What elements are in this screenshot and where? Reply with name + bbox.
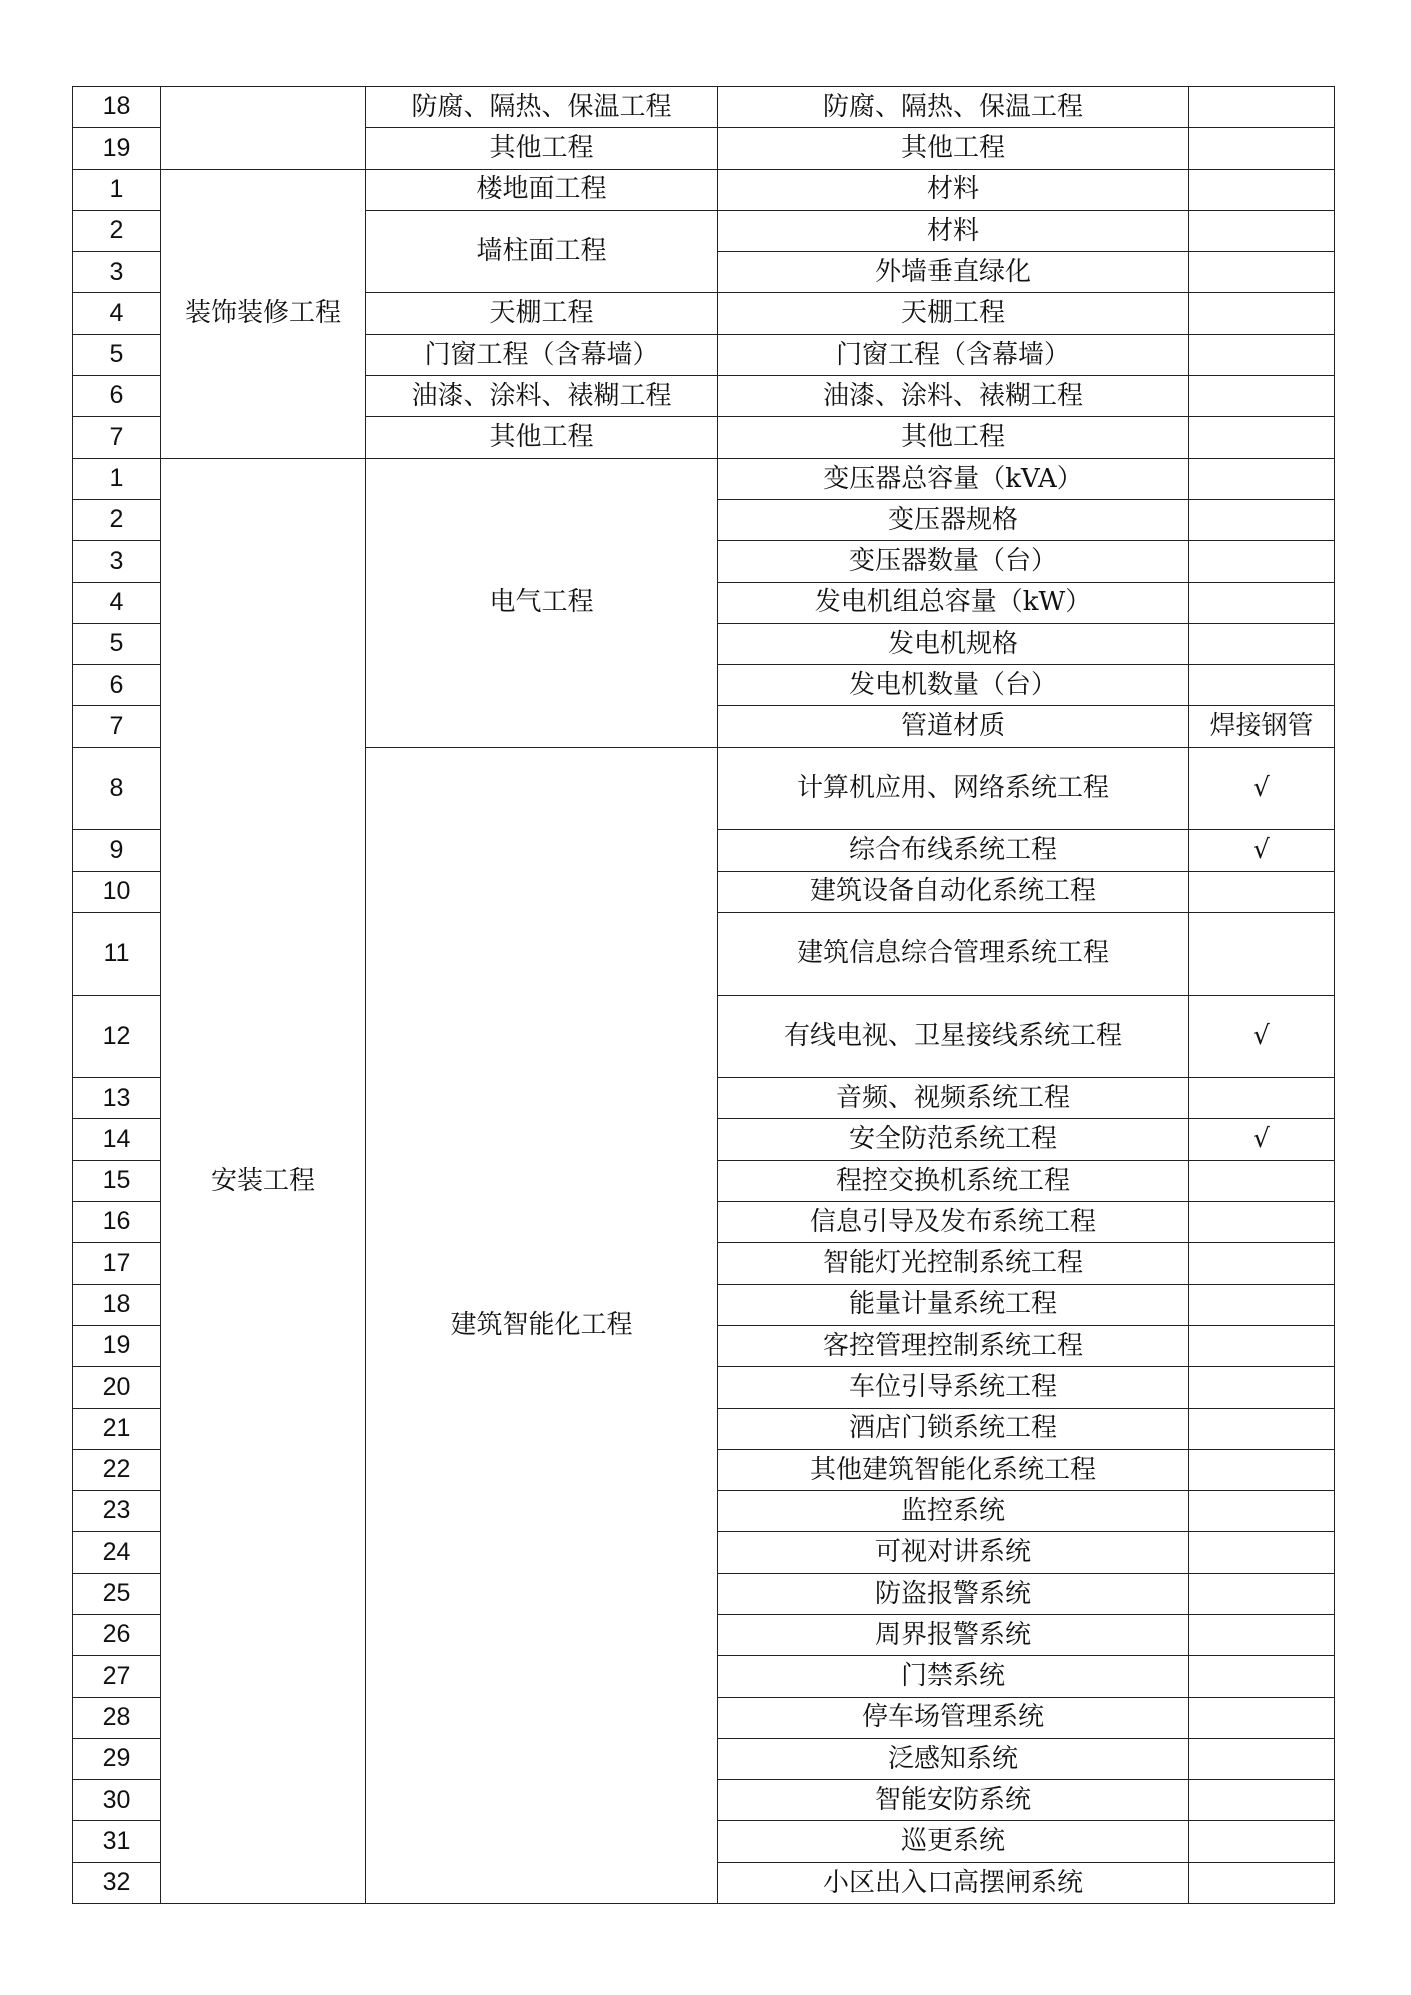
value-cell <box>1189 458 1335 499</box>
row-number: 14 <box>73 1119 161 1160</box>
item-cell: 能量计量系统工程 <box>718 1284 1189 1325</box>
row-number: 1 <box>73 169 161 210</box>
row-number: 4 <box>73 293 161 334</box>
value-cell: √ <box>1189 747 1335 830</box>
value-cell <box>1189 1656 1335 1697</box>
row-number: 23 <box>73 1491 161 1532</box>
value-cell <box>1189 912 1335 995</box>
row-number: 30 <box>73 1780 161 1821</box>
value-cell <box>1189 1573 1335 1614</box>
row-number: 24 <box>73 1532 161 1573</box>
value-cell <box>1189 665 1335 706</box>
value-cell <box>1189 582 1335 623</box>
item-cell: 有线电视、卫星接线系统工程 <box>718 995 1189 1078</box>
row-number: 13 <box>73 1078 161 1119</box>
value-cell <box>1189 1243 1335 1284</box>
value-cell <box>1189 210 1335 251</box>
sub-project-cell: 门窗工程（含幕墙） <box>366 334 718 375</box>
row-number: 31 <box>73 1821 161 1862</box>
item-cell: 材料 <box>718 169 1189 210</box>
row-number: 3 <box>73 252 161 293</box>
value-cell <box>1189 623 1335 664</box>
sub-project-cell: 楼地面工程 <box>366 169 718 210</box>
item-cell: 安全防范系统工程 <box>718 1119 1189 1160</box>
row-number: 4 <box>73 582 161 623</box>
table-row <box>73 458 1335 499</box>
item-cell: 发电机规格 <box>718 623 1189 664</box>
value-cell <box>1189 1491 1335 1532</box>
item-cell: 酒店门锁系统工程 <box>718 1408 1189 1449</box>
item-cell: 程控交换机系统工程 <box>718 1160 1189 1201</box>
row-number: 1 <box>73 458 161 499</box>
row-number: 26 <box>73 1614 161 1655</box>
row-number: 2 <box>73 210 161 251</box>
value-cell <box>1189 376 1335 417</box>
sub-project-cell: 防腐、隔热、保温工程 <box>366 87 718 128</box>
item-cell: 综合布线系统工程 <box>718 830 1189 871</box>
sub-project-cell: 建筑智能化工程 <box>366 747 718 1903</box>
value-cell <box>1189 334 1335 375</box>
item-cell: 信息引导及发布系统工程 <box>718 1202 1189 1243</box>
value-cell <box>1189 1325 1335 1366</box>
row-number: 5 <box>73 334 161 375</box>
sub-project-cell: 其他工程 <box>366 417 718 458</box>
row-number: 2 <box>73 499 161 540</box>
row-number: 15 <box>73 1160 161 1201</box>
value-cell <box>1189 1408 1335 1449</box>
value-cell <box>1189 417 1335 458</box>
row-number: 8 <box>73 747 161 830</box>
item-cell: 其他工程 <box>718 128 1189 169</box>
item-cell: 可视对讲系统 <box>718 1532 1189 1573</box>
item-cell: 车位引导系统工程 <box>718 1367 1189 1408</box>
row-number: 6 <box>73 665 161 706</box>
value-cell <box>1189 1449 1335 1490</box>
item-cell: 其他建筑智能化系统工程 <box>718 1449 1189 1490</box>
value-cell <box>1189 499 1335 540</box>
row-number: 5 <box>73 623 161 664</box>
category-cell: 安装工程 <box>161 458 366 1903</box>
value-cell <box>1189 1367 1335 1408</box>
item-cell: 门窗工程（含幕墙） <box>718 334 1189 375</box>
item-cell: 其他工程 <box>718 417 1189 458</box>
item-cell: 管道材质 <box>718 706 1189 747</box>
category-cell-empty <box>161 87 366 170</box>
item-cell: 客控管理控制系统工程 <box>718 1325 1189 1366</box>
row-number: 3 <box>73 541 161 582</box>
item-cell: 建筑设备自动化系统工程 <box>718 871 1189 912</box>
value-cell <box>1189 169 1335 210</box>
item-cell: 门禁系统 <box>718 1656 1189 1697</box>
value-cell <box>1189 1078 1335 1119</box>
value-cell <box>1189 1697 1335 1738</box>
item-cell: 变压器规格 <box>718 499 1189 540</box>
item-cell: 防盗报警系统 <box>718 1573 1189 1614</box>
value-cell <box>1189 871 1335 912</box>
row-number: 21 <box>73 1408 161 1449</box>
item-cell: 变压器数量（台） <box>718 541 1189 582</box>
item-cell: 发电机数量（台） <box>718 665 1189 706</box>
value-cell <box>1189 1862 1335 1903</box>
row-number: 28 <box>73 1697 161 1738</box>
row-number: 32 <box>73 1862 161 1903</box>
sub-project-cell: 其他工程 <box>366 128 718 169</box>
item-cell: 材料 <box>718 210 1189 251</box>
value-cell: √ <box>1189 1119 1335 1160</box>
row-number: 6 <box>73 376 161 417</box>
row-number: 25 <box>73 1573 161 1614</box>
item-cell: 停车场管理系统 <box>718 1697 1189 1738</box>
row-number: 19 <box>73 128 161 169</box>
sub-project-cell: 油漆、涂料、裱糊工程 <box>366 376 718 417</box>
item-cell: 音频、视频系统工程 <box>718 1078 1189 1119</box>
item-cell: 小区出入口高摆闸系统 <box>718 1862 1189 1903</box>
value-cell <box>1189 1821 1335 1862</box>
sub-project-cell: 电气工程 <box>366 458 718 747</box>
row-number: 16 <box>73 1202 161 1243</box>
row-number: 18 <box>73 87 161 128</box>
table-row <box>73 169 1335 210</box>
item-cell: 天棚工程 <box>718 293 1189 334</box>
engineering-items-table <box>72 86 1335 1904</box>
item-cell: 智能灯光控制系统工程 <box>718 1243 1189 1284</box>
item-cell: 防腐、隔热、保温工程 <box>718 87 1189 128</box>
value-cell <box>1189 1738 1335 1779</box>
value-cell <box>1189 1202 1335 1243</box>
item-cell: 计算机应用、网络系统工程 <box>718 747 1189 830</box>
row-number: 10 <box>73 871 161 912</box>
row-number: 19 <box>73 1325 161 1366</box>
value-cell <box>1189 1780 1335 1821</box>
sub-project-cell: 天棚工程 <box>366 293 718 334</box>
value-cell <box>1189 87 1335 128</box>
row-number: 18 <box>73 1284 161 1325</box>
value-cell <box>1189 1532 1335 1573</box>
row-number: 9 <box>73 830 161 871</box>
row-number: 22 <box>73 1449 161 1490</box>
sub-project-cell: 墙柱面工程 <box>366 210 718 293</box>
item-cell: 泛感知系统 <box>718 1738 1189 1779</box>
value-cell <box>1189 1284 1335 1325</box>
value-cell <box>1189 541 1335 582</box>
table-row <box>73 87 1335 128</box>
row-number: 27 <box>73 1656 161 1697</box>
row-number: 7 <box>73 706 161 747</box>
value-cell <box>1189 293 1335 334</box>
value-cell: 焊接钢管 <box>1189 706 1335 747</box>
item-cell: 油漆、涂料、裱糊工程 <box>718 376 1189 417</box>
item-cell: 建筑信息综合管理系统工程 <box>718 912 1189 995</box>
value-cell <box>1189 128 1335 169</box>
row-number: 11 <box>73 912 161 995</box>
item-cell: 发电机组总容量（kW） <box>718 582 1189 623</box>
value-cell: √ <box>1189 830 1335 871</box>
item-cell: 外墙垂直绿化 <box>718 252 1189 293</box>
value-cell: √ <box>1189 995 1335 1078</box>
value-cell <box>1189 1614 1335 1655</box>
value-cell <box>1189 1160 1335 1201</box>
category-cell: 装饰装修工程 <box>161 169 366 458</box>
value-cell <box>1189 252 1335 293</box>
row-number: 17 <box>73 1243 161 1284</box>
item-cell: 巡更系统 <box>718 1821 1189 1862</box>
row-number: 12 <box>73 995 161 1078</box>
row-number: 20 <box>73 1367 161 1408</box>
item-cell: 变压器总容量（kVA） <box>718 458 1189 499</box>
item-cell: 周界报警系统 <box>718 1614 1189 1655</box>
row-number: 29 <box>73 1738 161 1779</box>
item-cell: 监控系统 <box>718 1491 1189 1532</box>
row-number: 7 <box>73 417 161 458</box>
item-cell: 智能安防系统 <box>718 1780 1189 1821</box>
